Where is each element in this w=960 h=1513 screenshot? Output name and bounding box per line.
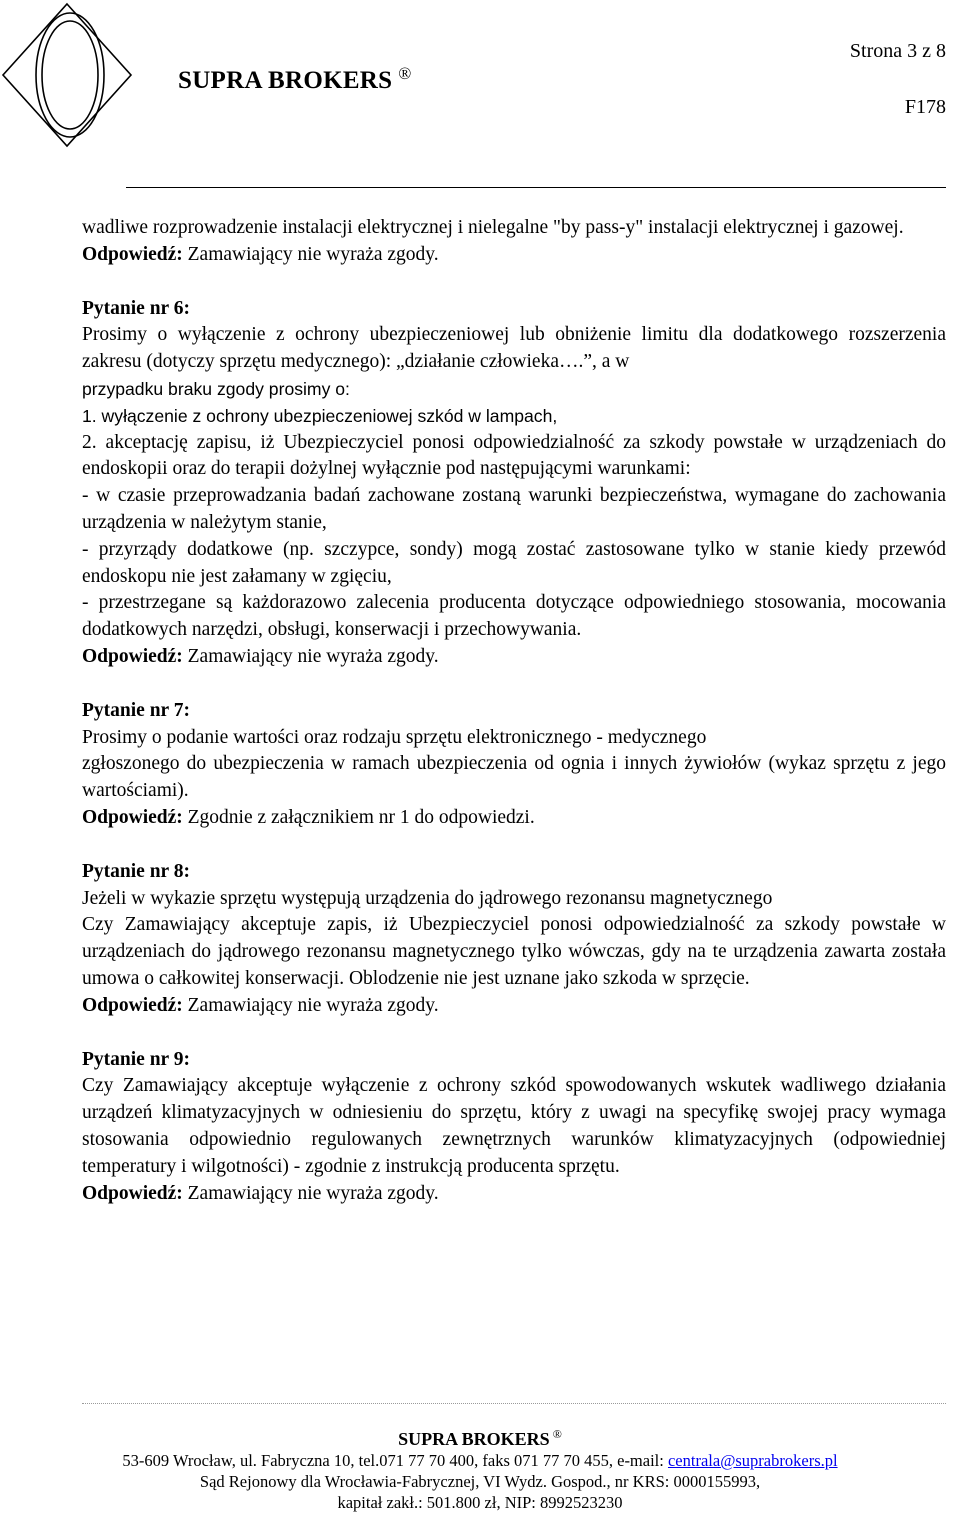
question-8-paragraph: Czy Zamawiający akceptuje zapis, iż Ubezpieczyciel ponosi odpowiedzialność za szkody powstałe w urządzeniach do jądrowego rezonansu magnetycznego tylko wówczas, gdy na te urządzenia zawarta została umowa o całkowitej konserwacji. Oblodzenie nie jest uznane jako szkoda w sprzęcie. (82, 914, 946, 989)
footer-brand (0, 1424, 960, 1450)
registered-mark: ® (398, 64, 412, 83)
logo-ring-outer (36, 13, 104, 137)
footer-address (0, 1450, 960, 1471)
page-footer (0, 1424, 960, 1513)
answer-text: Zamawiający nie wyraża zgody. (187, 243, 439, 265)
answer-label: Odpowiedź: (82, 645, 183, 667)
footer-capital: kapitał zakł.: 501.800 zł, NIP: 8992523230 (337, 1493, 623, 1512)
spacer (82, 671, 946, 698)
answer-text: Zgodnie z załącznikiem nr 1 do odpowiedzi. (187, 806, 535, 828)
question-9-paragraph: Czy Zamawiający akceptuje wyłączenie z ochrony szkód spowodowanych wskutek wadliwego działania urządzeń klimatyzacyjnych w odniesieniu do sprzętu, który z uwagi na specyfikę swojej pracy wymaga stosowania odpowiednio regulowanych zewnętrznych warunków klimatyzacyjnych (odpowiedniej temperatury i wilgotności) - zgodnie z instrukcją producenta sprzętu. (82, 1075, 946, 1177)
header-brand-name: SUPRA BROKERS (178, 67, 393, 94)
answer-text: Zamawiający nie wyraża zgody. (187, 645, 439, 667)
question-8-line-1: Jeżeli w wykazie sprzętu występują urządzenia do jądrowego rezonansu magnetycznego (82, 887, 773, 909)
question-6-paragraph: Prosimy o wyłączenie z ochrony ubezpieczeniowej lub obniżenie limitu dla dodatkowego rozszerzenia zakresu (dotyczy sprzętu medycznego): „działanie człowieka….”, a w (82, 324, 946, 373)
question-7-line-2: zgłoszonego do ubezpieczenia w ramach ubezpieczenia od ognia i innych żywiołów (wykaz sprzętu z jego wartościami). (82, 753, 946, 802)
form-code: F178 (904, 96, 946, 118)
spacer (82, 269, 946, 296)
question-6-paragraph-tail: przypadku braku zgody prosimy o: (82, 378, 350, 399)
page-number: Strona 3 z 8 (849, 40, 946, 62)
question-7-title: Pytanie nr 7: (82, 699, 190, 721)
header-divider (126, 187, 946, 188)
spacer (82, 1020, 946, 1047)
logo-diamond (3, 4, 131, 146)
footer-registered-mark: ® (552, 1427, 562, 1441)
document-body (82, 215, 946, 1207)
footer-brand-name: SUPRA BROKERS (398, 1429, 550, 1449)
question-9-title: Pytanie nr 9: (82, 1048, 190, 1070)
answer-line (82, 805, 946, 832)
question-6-condition-3: - przestrzegane są każdorazowo zalecenia producenta dotyczące odpowiedniego stosowania, mocowania dodatkowych narzędzi, obsługi, konserwacji i przechowywania. (82, 592, 946, 641)
header-brand (178, 64, 412, 95)
footer-divider (82, 1403, 946, 1404)
question-8-title: Pytanie nr 8: (82, 860, 190, 882)
footer-address-text: 53-609 Wrocław, ul. Fabryczna 10, tel.071 77 70 400, faks 071 77 70 455, e-mail: (122, 1451, 664, 1470)
question-6-item-2: 2. akceptację zapisu, iż Ubezpieczyciel ponosi odpowiedzialność za szkody powstałe w urządzeniach do endoskopii oraz do terapii dożylnej wyłącznie pod następującymi warunkami: (82, 431, 946, 480)
question-6-item-1: 1. wyłączenie z ochrony ubezpieczeniowej szkód w lampach, (82, 405, 558, 426)
answer-label: Odpowiedź: (82, 243, 183, 265)
answer-label: Odpowiedź: (82, 1182, 183, 1204)
spacer (82, 832, 946, 859)
company-logo (0, 0, 135, 150)
question-6-condition-1: - w czasie przeprowadzania badań zachowane zostaną warunki bezpieczeństwa, wymagane do zachowania urządzenia w należytym stanie, (82, 485, 946, 533)
question-6-condition-2: - przyrządy dodatkowe (np. szczypce, sondy) mogą zostać zastosowane tylko w stanie kiedy przewód endoskopu nie jest załamany w zgięciu, (82, 538, 946, 587)
answer-line (82, 1181, 946, 1208)
footer-email-link[interactable]: centrala@suprabrokers.pl (667, 1451, 838, 1470)
answer-label: Odpowiedź: (82, 806, 183, 828)
footer-court: Sąd Rejonowy dla Wrocławia-Fabrycznej, VI Wydz. Gospod., nr KRS: 0000155993, (199, 1472, 761, 1491)
intro-paragraph: wadliwe rozprowadzenie instalacji elektrycznej i nielegalne "by pass-y" instalacji elektrycznej i gazowej. (82, 217, 904, 238)
answer-text: Zamawiający nie wyraża zgody. (187, 1182, 439, 1204)
logo-ring-inner (42, 21, 98, 129)
question-6-title: Pytanie nr 6: (82, 297, 190, 319)
answer-line (82, 644, 946, 671)
question-7-line-1: Prosimy o podanie wartości oraz rodzaju sprzętu elektronicznego - medycznego (82, 726, 707, 748)
answer-label: Odpowiedź: (82, 994, 183, 1016)
answer-text: Zamawiający nie wyraża zgody. (187, 994, 439, 1016)
answer-line (82, 242, 946, 269)
answer-line (82, 993, 946, 1020)
